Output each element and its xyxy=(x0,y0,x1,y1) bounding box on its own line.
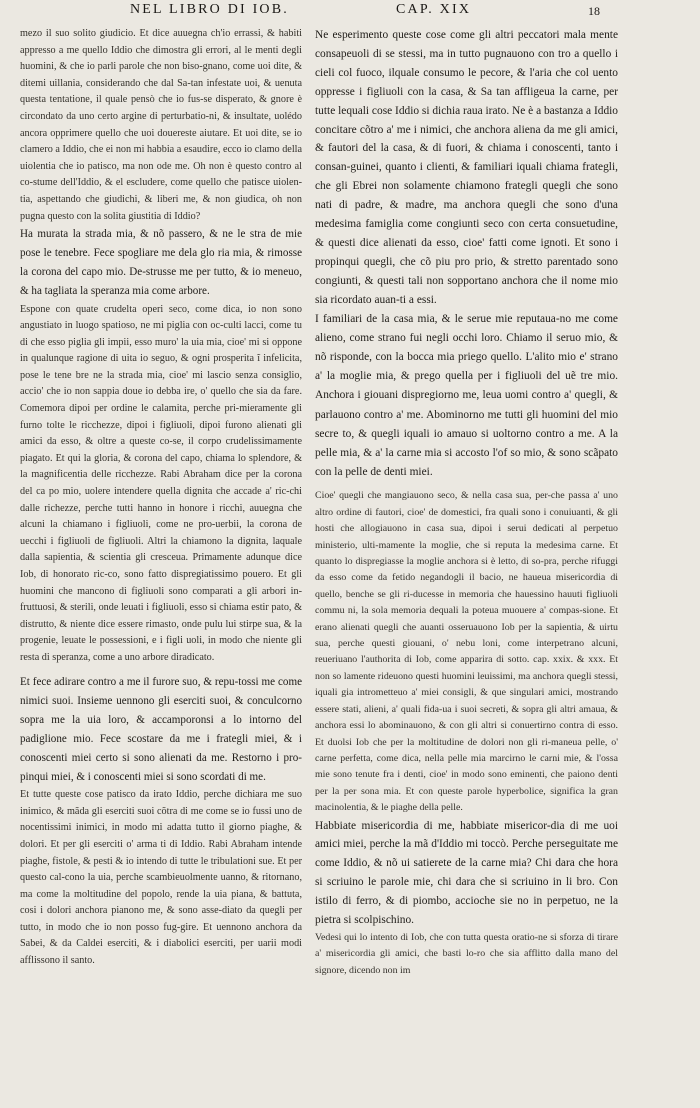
scripture-paragraph: Habbiate misericordia di me, habbiate misericor-dia di me uoi amici miei, perche la mã d'Iddio mi toccò. Perche perseguitate me come Iddio, & nõ ui satierete de la carne mia? Chi dara che hora si scriuino le parole mie, chi dara che si scriuino in li bro. Con istilo di ferro, & di piombo, accioche sie no in perpetuo, ne la pietra si scolpischino. xyxy=(315,819,618,927)
scripture-paragraph: Et fece adirare contro a me il furore suo, & repu-tossi me come nimici suoi. Insieme uennono gli eserciti suoi, & conculcorno sopra me la uia loro, & accamporonsi a lo intorno del padiglione mio. Fece scostare da me i frategli miei, & i conoscenti miei certo si sono alienati da me. Restorno i pro-pinqui miei, & i conoscenti miei si sono scordati di me. xyxy=(20,675,302,784)
commentary-paragraph: Vedesi qui lo intento di Iob, che con tutta questa oratio-ne si sforza di tirare a' misericordia gli amici, che basti lo-ro che sia afflitto dalla mano del signore, dicendo non im xyxy=(315,931,618,976)
left-column xyxy=(20,26,302,970)
commentary-paragraph: Cioe' quegli che mangiauono seco, & nella casa sua, per-che passa a' uno altro ordine di fautori, cioe' de domestici, fra quali sono i conuiuanti, & gli hosti che allogiauono in casa sua, dipoi i serui dedicati al perpetuo ministerio, ulti-mamente la moglie, che si reputa la medesima carne. Et quanto lo dispregiasse la moglie anchora si è letto, di so-pra, perche rifuggi da esso come da fetido negandogli il bacio, ne haueua misericordia di quello, benche se gli ri-ducesse in memoria che hauessino hauuti figliuoli commu ni, la sola memoria dequali la poteua muouere a' compas-sione. Et erano alienati quegli che auanti osseruauono Iob per la sapientia, & uirtu sua, perche questi giouani, o' nebu loni, come interpetrano alcuni, reueriuano l'authorita di Iob, come apparira di sotto. cap. xxix. & xxx. Et non so lamente rideuono questi huomini leuissimi, ma anchora quegli stessi, iquali gia intrometteuo a' miei consigli, & que singulari amici, mostrando essere stati, alieni, a' quali fida-ua i suoi secreti, & sopra gli altri amaua, & anchora essi lo abominauono, & con gli altri si conuertirno contra di esso. Et duolsi Iob che per la moltitudine de dolori non gli ri-maneua pelle, o' carne perfetta, come dica, nella pelle mia marcirno le carni mie, & l'ossa mie sono tenute fra i denti, cioe' in modo sono eminenti, che paiono denti per la per sona mia. Et con queste parole hyperbolice, significa la gran macinolentia, & le piaghe della pelle. xyxy=(315,490,618,814)
commentary-paragraph: Espone con quate crudelta operi seco, come dica, io non sono angustiato in luogo spatioso, ne mi piglia con oc-culti lacci, come tu di che esso piglia gli impii, esso muro' la uia mia, cioe' mi si oppone in qualunque ragione di uita io seguo, & ogni prosperita ĩ infelicita, pose le tene bre ne la strada mia, cioe' mi lascio senza consiglio, accio' che io non sappia doue io debba ire, o' quello che sia da fare. Comemora dipoi per ordine le calamita, perche pri-mieramente gli furno tolte le ricchezze, dipoi i figliuoli, dipoi furono alienati gli amici da esso, & oltre a queste co-se, il corpo crudelissimamente piagato. Et qui la gloria, & corona del capo, chiama lo splendore, & la magnificentia delle ricchezze. Rabi Abraham dice per la corona del ca po mio, uolere intendere quella dignita che accade a' ric-chi dalle richezze, perche tutti hanno in honore i ricchi, auuegna che alcuni la chiamano i figliuoli, come ne pro-uerbii, la corona de uecchi i figliuoli de figliuoli. Altri la chiamono la dignita, laquale dalla sapientia, & scientia gli cresceua. Primamente adunque dice Iob, di honorato ric-co, sono fatto dispregiatissimo pouero. Et gli huomini che mancono di figliuoli sono comparati a gli arbori in-fruttuosi, & sterili, onde leuati i figliuoli, esso si chiama estir pato, & distrutto, & niente dice essere rimasto, onde pulu lui stirpe sua, & la progenie, leuate le possessioni, e i figli uoli, in modo che niente gli resta di speranza, come a uno arbore diradicato. xyxy=(20,303,302,663)
scripture-paragraph: Ne esperimento queste cose come gli altri peccatori mala mente consapeuoli di se stessi, ma in tutto pugnauono con tro a quello i cieli col fuoco, ilquale consumo le pecore, & l'aria che col uento oppresse i figliuoli con la casa, & Sa tan affligeua la carne, per tutte lequali cose Iddio si dichia raua irato. Ne è a bastanza a Iddio concitare cõtro a' me i nimici, che anchora aliena da me gli amici, & fautori del la casa, & di fuori, & chiama i conoscenti, tanto i consan-guinei, quanto i clienti, & familiari iquali chiama frategli, che gli Ebrei non solamente chiamono frategli quegli che sono nati di padre, & madre, ma anchora quegli che sono d'una medesima famiglia come congiunti seco con certa consuetudine, & questi dice alienati da esso, cioe' fatti come ignoti. Et sono i propinqui quegli, che cõ piu pro prio, & stretto parentado sono congiunti, & questi tali non sopportano anchora che il nome mio sia ricordato auan-ti a essi. xyxy=(315,29,618,306)
page-number: 18 xyxy=(588,4,600,18)
commentary-paragraph: Et tutte queste cose patisco da irato Iddio, perche dichiara me suo inimico, & mãda gli eserciti suoi cõtra di me come se io fussi uno de nocentissimi inimici, in modo mi adatta tutto il giorno piaghe, & dolori. Et per gli eserciti o' arma ti di Iddio. Rabi Abraham intende piaghe, fistole, & pesti & io intendo di tutte le tribulationi sue. Et per questo cal-cono la uia, perche scambieuolmente uanno, & ritornano, ma come la moltitudine del popolo, rende la uia piana, & battuta, cosi i dolori anchora pianono me, & sono asse-diato da quegli per tutto, in modo che io non posso fug-gire. Et uennono anchora da Sabei, & da Caldei eserciti, & i diabolici eserciti, per uarii modi afflissono il santo. xyxy=(20,789,302,967)
running-header xyxy=(0,0,700,28)
right-column xyxy=(315,26,618,979)
scripture-paragraph: Ha murata la strada mia, & nõ passero, & ne le stra de mie pose le tenebre. Fece spogliare me dela glo ria mia, & rimosse la corona del capo mio. De-strusse me per tutto, & io meneuo, & ha tagliata la speranza mia come arbore. xyxy=(20,228,302,298)
chapter-heading: CAP. XIX xyxy=(396,2,472,17)
running-title: NEL LIBRO DI IOB. xyxy=(130,2,289,17)
commentary-paragraph: mezo il suo solito giudicio. Et dice auuegna ch'io errassi, & habiti appresso a me quello Iddio che dimostra gli errori, al le menti degli huomini, & che io parli parole che non biso-gnano, come uoi dite, & ditemi uillania, considerando che dal Sa-tan infestate uoi, & uenuta questa tentatione, il quale pensò che io fus-se disperato, & gnore è circondato da uno certo argine di perturbatio-ni, & insultate, uolédo ancora opprimere quello che uoi douereste aiutare. Et uoi dite, se io clamero a Iddio, che ei non mi habbia a esaudire, ecco io clamo della uiolentia che io patisco, ma non ode me. Oh non è questo contro al co-stume dell'Iddio, & el escludere, come quello che patisce uiolen-tia, aspettando che giudichi, & liberi me, & non giudica, oh non pugna questo con la solita giustitia di Iddio? xyxy=(20,28,302,222)
scripture-paragraph: I familiari de la casa mia, & le serue mie reputaua-no me come alieno, come strano fui negli occhi loro. Chiamo il seruo mio, & nõ risponde, con la bocca mia priego quello. L'alito mio e' strano a' la moglie mia, & prego quella per i figliuoli del uẽ tre mio. Anchora i giouani dispregiorno me, leua uomi contro a' quegli, & parlauono contro a' me. Abominorno me tutti gli huomini del mio secre to, & quegli iquali io amauo si uoltorno contro a me. A la pelle mia, & a' la carne mia si accosto l'of so mio, & sono scãpato con la pelle de denti miei. xyxy=(315,312,618,479)
